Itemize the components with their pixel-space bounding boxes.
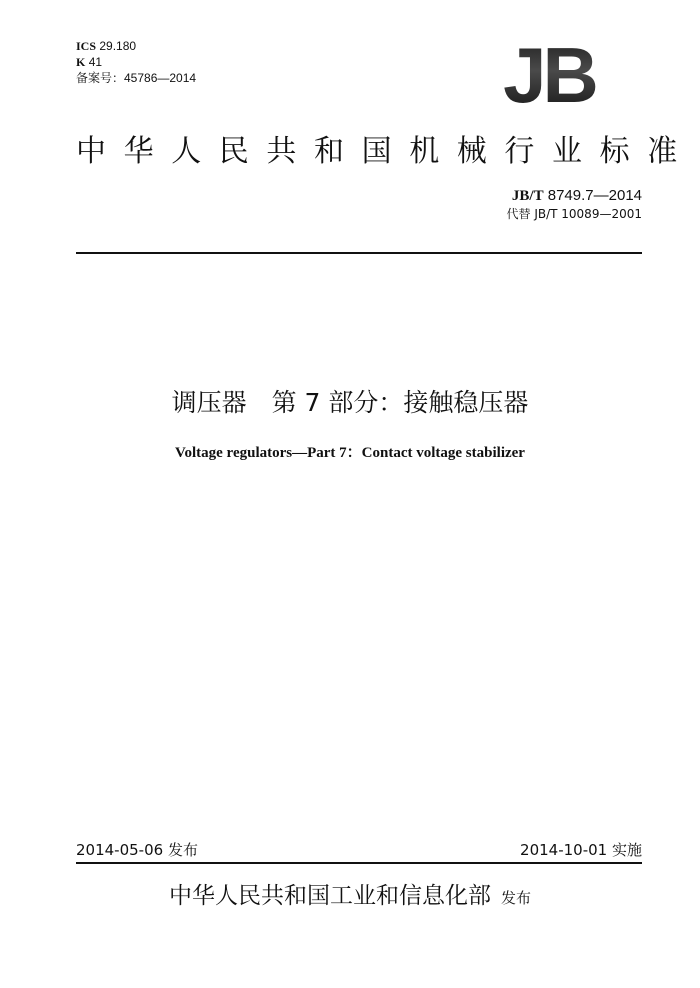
standard-code-prefix: JB/T [511,188,544,204]
issuing-authority [0,880,700,914]
svg-text:JB: JB [503,40,595,110]
standard-code-number: 8749.7—2014 [547,187,642,204]
document-title-chinese: 调压器 第 7 部分：接触稳压器 [171,388,529,417]
top-divider [76,252,642,254]
replaces-standard: 代替 JB/T 10089—2001 [506,207,642,221]
ics-value: 29.180 [99,39,137,53]
implement-date: 2014-10-01 实施 [520,841,642,859]
standard-meta-block [76,38,196,86]
record-number: 备案号：45786—2014 [76,71,197,85]
issuer-name: 中华人民共和国工业和信息化部 [168,883,491,909]
publish-date: 2014-05-06 发布 [76,841,198,859]
industry-standard-title: 中华人民共和国机械行业标准 [76,134,695,169]
jb-logo [494,40,604,110]
document-title-english: Voltage regulators—Part 7：Contact voltage stabilizer [175,445,525,461]
k-line [76,54,196,70]
k-label: K [76,55,86,69]
ics-line [76,38,196,54]
ics-label: ICS [76,39,97,53]
k-value: 41 [88,55,103,69]
standard-code [512,186,642,206]
bottom-divider [76,862,642,864]
issuer-action: 发布 [500,889,531,907]
